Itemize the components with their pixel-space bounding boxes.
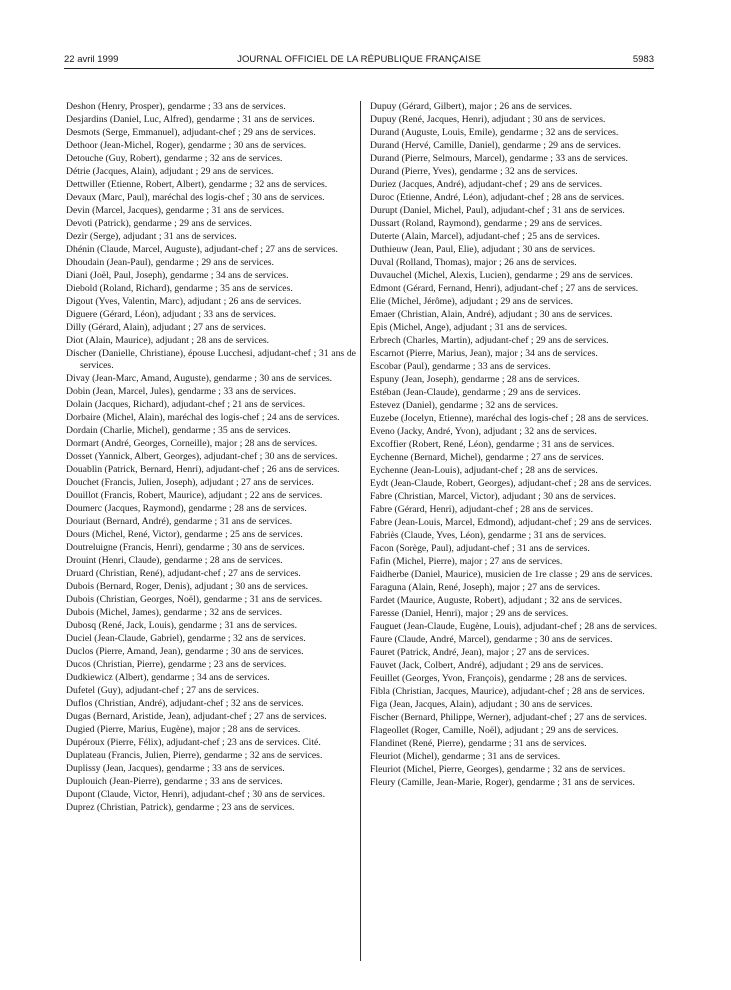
- list-item: Doumerc (Jacques, Raymond), gendarme ; 28 ans de services.: [66, 502, 307, 514]
- list-item: Edmont (Gérard, Fernand, Henri), adjudant-chef ; 27 ans de services.: [370, 283, 639, 294]
- list-item: Duplouich (Jean-Pierre), gendarme ; 33 ans de services.: [66, 775, 283, 787]
- list-item: Durand (Pierre, Selmours, Marcel), gendarme ; 33 ans de services.: [370, 153, 628, 164]
- list-item: Flandinet (René, Pierre), gendarme ; 31 ans de services.: [370, 738, 587, 749]
- list-item: Douablin (Patrick, Bernard, Henri), adjudant-chef ; 26 ans de services.: [66, 463, 340, 475]
- right-column: [370, 101, 660, 790]
- list-item: Desjardins (Daniel, Luc, Alfred), gendarme ; 31 ans de services.: [66, 114, 315, 125]
- list-item: Fauvet (Jack, Colbert, André), adjudant ; 29 ans de services.: [370, 660, 604, 671]
- list-item: Fibla (Christian, Jacques, Maurice), adjudant-chef ; 28 ans de services.: [370, 686, 645, 697]
- list-item: Duclos (Pierre, Amand, Jean), gendarme ; 30 ans de services.: [66, 645, 304, 657]
- list-item: Devin (Marcel, Jacques), gendarme ; 31 ans de services.: [66, 205, 285, 216]
- list-item: Espuny (Jean, Joseph), gendarme ; 28 ans de services.: [370, 374, 580, 385]
- list-item: Discher (Danielle, Christiane), épouse Lucchesi, adjudant-chef ; 31 ans de services.: [66, 348, 356, 371]
- list-item: Faresse (Daniel, Henri), major ; 29 ans de services.: [370, 608, 569, 619]
- list-item: Dupuy (René, Jacques, Henri), adjudant ; 30 ans de services.: [370, 114, 606, 125]
- list-item: Eveno (Jacky, André, Yvon), adjudant ; 32 ans de services.: [370, 426, 597, 437]
- list-item: Fabre (Jean-Louis, Marcel, Edmond), adjudant-chef ; 29 ans de services.: [370, 517, 652, 528]
- list-item: Dubois (Bernard, Roger, Denis), adjudant ; 30 ans de services.: [66, 580, 309, 592]
- list-item: Dormart (André, Georges, Corneille), major ; 28 ans de services.: [66, 437, 318, 449]
- list-item: Faidherbe (Daniel, Maurice), musicien de 1re classe ; 29 ans de services.: [370, 569, 653, 580]
- list-item: Erbrech (Charles, Martin), adjudant-chef ; 29 ans de services.: [370, 335, 609, 346]
- list-item: Duthieuw (Jean, Paul, Elie), adjudant ; 30 ans de services.: [370, 244, 596, 255]
- list-item: Digout (Yves, Valentin, Marc), adjudant ; 26 ans de services.: [66, 296, 302, 307]
- list-item: Dordain (Charlie, Michel), gendarme ; 35 ans de services.: [66, 424, 291, 436]
- list-item: Douriaut (Bernard, André), gendarme ; 31 ans de services.: [66, 515, 293, 527]
- list-item: Duplissy (Jean, Jacques), gendarme ; 33 ans de services.: [66, 762, 285, 774]
- list-item: Emaer (Christian, Alain, André), adjudant ; 30 ans de services.: [370, 309, 613, 320]
- list-item: Dussart (Roland, Raymond), gendarme ; 29 ans de services.: [370, 218, 603, 229]
- list-item: Figa (Jean, Jacques, Alain), adjudant ; 30 ans de services.: [370, 699, 593, 710]
- list-item: Druard (Christian, René), adjudant-chef ; 27 ans de services.: [66, 567, 301, 579]
- header-date: 22 avril 1999: [64, 54, 119, 65]
- list-item: Fleury (Camille, Jean-Marie, Roger), gendarme ; 31 ans de services.: [370, 777, 635, 788]
- list-item: Dhoudain (Jean-Paul), gendarme ; 29 ans de services.: [66, 257, 274, 268]
- list-item: Fauret (Patrick, André, Jean), major ; 27 ans de services.: [370, 647, 590, 658]
- list-item: Estevez (Daniel), gendarme ; 32 ans de services.: [370, 400, 559, 411]
- list-item: Faure (Claude, André, Marcel), gendarme ; 30 ans de services.: [370, 634, 613, 645]
- list-item: Fleuriot (Michel, Pierre, Georges), gendarme ; 32 ans de services.: [370, 764, 626, 775]
- list-item: Duflos (Christian, André), adjudant-chef ; 32 ans de services.: [66, 697, 304, 709]
- list-item: Dupuy (Gérard, Gilbert), major ; 26 ans de services.: [370, 101, 573, 112]
- list-item: Dobin (Jean, Marcel, Jules), gendarme ; 33 ans de services.: [66, 385, 297, 397]
- list-item: Fischer (Bernard, Philippe, Werner), adjudant-chef ; 27 ans de services.: [370, 712, 647, 723]
- list-item: Duval (Rolland, Thomas), major ; 26 ans de services.: [370, 257, 577, 268]
- list-item: Dubosq (René, Jack, Louis), gendarme ; 31 ans de services.: [66, 619, 298, 631]
- list-item: Dethoor (Jean-Michel, Roger), gendarme ; 30 ans de services.: [66, 140, 307, 151]
- list-item: Douchet (Francis, Julien, Joseph), adjudant ; 27 ans de services.: [66, 476, 314, 488]
- list-item: Excoffier (Robert, René, Léon), gendarme ; 31 ans de services.: [370, 439, 615, 450]
- list-item: Elie (Michel, Jérôme), adjudant ; 29 ans de services.: [370, 296, 574, 307]
- list-item: Facon (Sorège, Paul), adjudant-chef ; 31 ans de services.: [370, 543, 590, 554]
- list-item: Durupt (Daniel, Michel, Paul), adjudant-chef ; 31 ans de services.: [370, 205, 625, 216]
- list-item: Epis (Michel, Ange), adjudant ; 31 ans de services.: [370, 322, 568, 333]
- list-item: Eydt (Jean-Claude, Robert, Georges), adjudant-chef ; 28 ans de services.: [370, 478, 652, 489]
- page-header: [64, 54, 654, 68]
- list-item: Diani (Joël, Paul, Joseph), gendarme ; 34 ans de services.: [66, 270, 289, 281]
- list-item: Detouche (Guy, Robert), gendarme ; 32 ans de services.: [66, 153, 283, 164]
- list-item: Duvauchel (Michel, Alexis, Lucien), gendarme ; 29 ans de services.: [370, 270, 633, 281]
- list-item: Divay (Jean-Marc, Amand, Auguste), gendarme ; 30 ans de services.: [66, 372, 333, 384]
- list-item: Dorbaire (Michel, Alain), maréchal des logis-chef ; 24 ans de services.: [66, 411, 340, 423]
- list-item: Dupont (Claude, Victor, Henri), adjudant-chef ; 30 ans de services.: [66, 788, 325, 800]
- list-item: Flageollet (Roger, Camille, Noël), adjudant ; 29 ans de services.: [370, 725, 619, 736]
- list-item: Escarnot (Pierre, Marius, Jean), major ; 34 ans de services.: [370, 348, 598, 359]
- list-item: Duprez (Christian, Patrick), gendarme ; 23 ans de services.: [66, 801, 295, 813]
- list-item: Fafin (Michel, Pierre), major ; 27 ans de services.: [370, 556, 563, 567]
- list-item: Dosset (Yannick, Albert, Georges), adjudant-chef ; 30 ans de services.: [66, 450, 338, 462]
- list-item: Eychenne (Jean-Louis), adjudant-chef ; 28 ans de services.: [370, 465, 598, 476]
- list-item: Dupéroux (Pierre, Félix), adjudant-chef ; 23 ans de services. Cité.: [66, 736, 321, 748]
- list-item: Douillot (Francis, Robert, Maurice), adjudant ; 22 ans de services.: [66, 489, 323, 501]
- list-item: Deshon (Henry, Prosper), gendarme ; 33 ans de services.: [66, 101, 286, 112]
- list-item: Feuillet (Georges, Yvon, François), gendarme ; 28 ans de services.: [370, 673, 628, 684]
- list-item: Eychenne (Bernard, Michel), gendarme ; 27 ans de services.: [370, 452, 604, 463]
- list-item: Fardet (Maurice, Auguste, Robert), adjudant ; 32 ans de services.: [370, 595, 623, 606]
- list-item: Duriez (Jacques, André), adjudant-chef ; 29 ans de services.: [370, 179, 603, 190]
- list-item: Diot (Alain, Maurice), adjudant ; 28 ans de services.: [66, 335, 270, 346]
- list-item: Dubois (Michel, James), gendarme ; 32 ans de services.: [66, 606, 283, 618]
- list-item: Dolain (Jacques, Richard), adjudant-chef ; 21 ans de services.: [66, 398, 306, 410]
- list-item: Duterte (Alain, Marcel), adjudant-chef ; 25 ans de services.: [370, 231, 600, 242]
- list-item: Dudkiewicz (Albert), gendarme ; 34 ans de services.: [66, 671, 270, 683]
- list-item: Dufetel (Guy), adjudant-chef ; 27 ans de services.: [66, 684, 259, 696]
- list-item: Diebold (Roland, Richard), gendarme ; 35 ans de services.: [66, 283, 293, 294]
- list-item: Duciel (Jean-Claude, Gabriel), gendarme ; 32 ans de services.: [66, 632, 306, 644]
- list-item: Devaux (Marc, Paul), maréchal des logis-chef ; 30 ans de services.: [66, 192, 325, 203]
- list-item: Dhénin (Claude, Marcel, Auguste), adjudant-chef ; 27 ans de services.: [66, 244, 338, 255]
- page-number: 5983: [632, 54, 654, 65]
- list-item: Dugas (Bernard, Aristide, Jean), adjudant-chef ; 27 ans de services.: [66, 710, 327, 722]
- left-column: [66, 101, 356, 815]
- list-item: Durand (Pierre, Yves), gendarme ; 32 ans de services.: [370, 166, 578, 177]
- list-item: Fauguet (Jean-Claude, Eugène, Louis), adjudant-chef ; 28 ans de services.: [370, 621, 658, 632]
- list-item: Durand (Auguste, Louis, Emile), gendarme ; 32 ans de services.: [370, 127, 619, 138]
- list-item: Escobar (Paul), gendarme ; 33 ans de services.: [370, 361, 551, 372]
- column-divider: [360, 101, 361, 961]
- list-item: Euzebe (Jocelyn, Etienne), maréchal des logis-chef ; 28 ans de services.: [370, 413, 649, 424]
- list-item: Dezir (Serge), adjudant ; 31 ans de services.: [66, 231, 237, 242]
- list-item: Diguere (Gérard, Léon), adjudant ; 33 ans de services.: [66, 309, 277, 320]
- list-item: Duroc (Etienne, André, Léon), adjudant-chef ; 28 ans de services.: [370, 192, 625, 203]
- list-item: Fabre (Gérard, Henri), adjudant-chef ; 28 ans de services.: [370, 504, 593, 515]
- list-item: Fabriès (Claude, Yves, Léon), gendarme ; 31 ans de services.: [370, 530, 607, 541]
- list-item: Faraguna (Alain, René, Joseph), major ; 27 ans de services.: [370, 582, 601, 593]
- list-item: Estéban (Jean-Claude), gendarme ; 29 ans de services.: [370, 387, 581, 398]
- list-item: Durand (Hervé, Camille, Daniel), gendarme ; 29 ans de services.: [370, 140, 621, 151]
- list-item: Fabre (Christian, Marcel, Victor), adjudant ; 30 ans de services.: [370, 491, 616, 502]
- journal-title: JOURNAL OFFICIEL DE LA RÉPUBLIQUE FRANÇAISE: [237, 54, 481, 65]
- list-item: Doutreluigne (Francis, Henri), gendarme ; 30 ans de services.: [66, 541, 305, 553]
- list-item: Fleuriot (Michel), gendarme ; 31 ans de services.: [370, 751, 561, 762]
- list-item: Ducos (Christian, Pierre), gendarme ; 23 ans de services.: [66, 658, 287, 670]
- list-item: Dugied (Pierre, Marius, Eugène), major ; 28 ans de services.: [66, 723, 301, 735]
- list-item: Détrie (Jacques, Alain), adjudant ; 29 ans de services.: [66, 166, 274, 177]
- list-item: Duplateau (Francis, Julien, Pierre), gendarme ; 32 ans de services.: [66, 749, 323, 761]
- list-item: Devoti (Patrick), gendarme ; 29 ans de services.: [66, 218, 252, 229]
- list-item: Drouint (Henri, Claude), gendarme ; 28 ans de services.: [66, 554, 283, 566]
- list-item: Desmots (Serge, Emmanuel), adjudant-chef ; 29 ans de services.: [66, 127, 316, 138]
- list-item: Dubois (Christian, Georges, Noël), gendarme ; 31 ans de services.: [66, 593, 323, 605]
- list-item: Dettwiller (Etienne, Robert, Albert), gendarme ; 32 ans de services.: [66, 179, 328, 190]
- header-rule: [64, 68, 654, 69]
- list-item: Dilly (Gérard, Alain), adjudant ; 27 ans de services.: [66, 322, 266, 333]
- list-item: Dours (Michel, René, Victor), gendarme ; 25 ans de services.: [66, 528, 303, 540]
